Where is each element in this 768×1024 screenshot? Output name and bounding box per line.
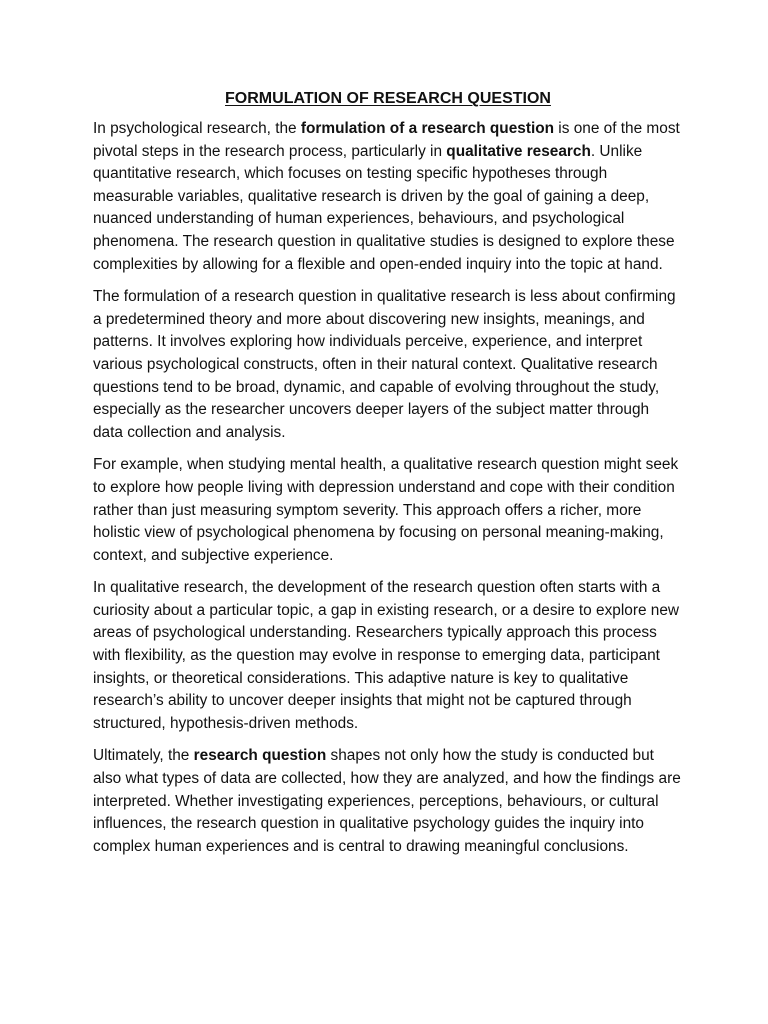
paragraph-5-text-2: shapes not only how the study is conducted but also what types of data are collected, how they are analyzed, and how the findings are interpreted. Whether investigating experiences, perceptions, behaviours, or cultural influences, the research question in qualitative psychology guides the inquiry into complex human experiences and is central to drawing meaningful conclusions. bbox=[93, 747, 681, 855]
paragraph-5 bbox=[93, 745, 683, 858]
paragraph-1-text-1: In psychological research, the bbox=[93, 120, 301, 137]
paragraph-1-bold-2: qualitative research bbox=[446, 142, 591, 160]
paragraph-5-text-1: Ultimately, the bbox=[93, 747, 194, 765]
paragraph-4: In qualitative research, the development of the research question often starts with a curiosity about a particular topic, a gap in existing research, or a desire to explore new areas of psychological understanding. Researchers typically approach this process with flexibility, as the question may evolve in response to emerging data, participant insights, or theoretical considerations. This adaptive nature is key to qualitative research’s ability to uncover deeper insights that might not be captured through structured, hypothesis-driven methods. bbox=[93, 579, 680, 732]
paragraph-1-text-2: is one of the most pivotal steps in the research process, particularly in bbox=[93, 120, 680, 160]
paragraph-5-bold-1: research question bbox=[193, 747, 327, 765]
paragraph-3: For example, when studying mental health, a qualitative research question might seek to explore how people living with depression understand and cope with their condition rather than just measuring symptom severity. This approach offers a richer, more holistic view of psychological phenomena by focusing on personal meaning-making, context, and subjective experience. bbox=[93, 456, 679, 564]
document-body bbox=[93, 88, 683, 868]
paragraph-2: The formulation of a research question in qualitative research is less about confirming a predetermined theory and more about discovering new insights, meanings, and patterns. It involves exploring how individuals perceive, experience, and interpret various psychological constructs, often in their natural context. Qualitative research questions tend to be broad, dynamic, and capable of evolving throughout the study, especially as the researcher uncovers deeper layers of the subject matter through data collection and analysis. bbox=[93, 288, 676, 441]
document-title: FORMULATION OF RESEARCH QUESTION bbox=[225, 90, 551, 107]
paragraph-1-text-3: . Unlike quantitative research, which focuses on testing specific hypotheses through measurable variables, qualitative research is driven by the goal of gaining a deep, nuanced understanding of human experiences, behaviours, and psychological phenomena. The research question in qualitative studies is designed to explore these complexities by allowing for a flexible and open-ended inquiry into the topic at hand. bbox=[93, 142, 675, 273]
paragraph-1-bold-1: formulation of a research question bbox=[300, 120, 555, 137]
paragraph-1 bbox=[93, 118, 683, 276]
